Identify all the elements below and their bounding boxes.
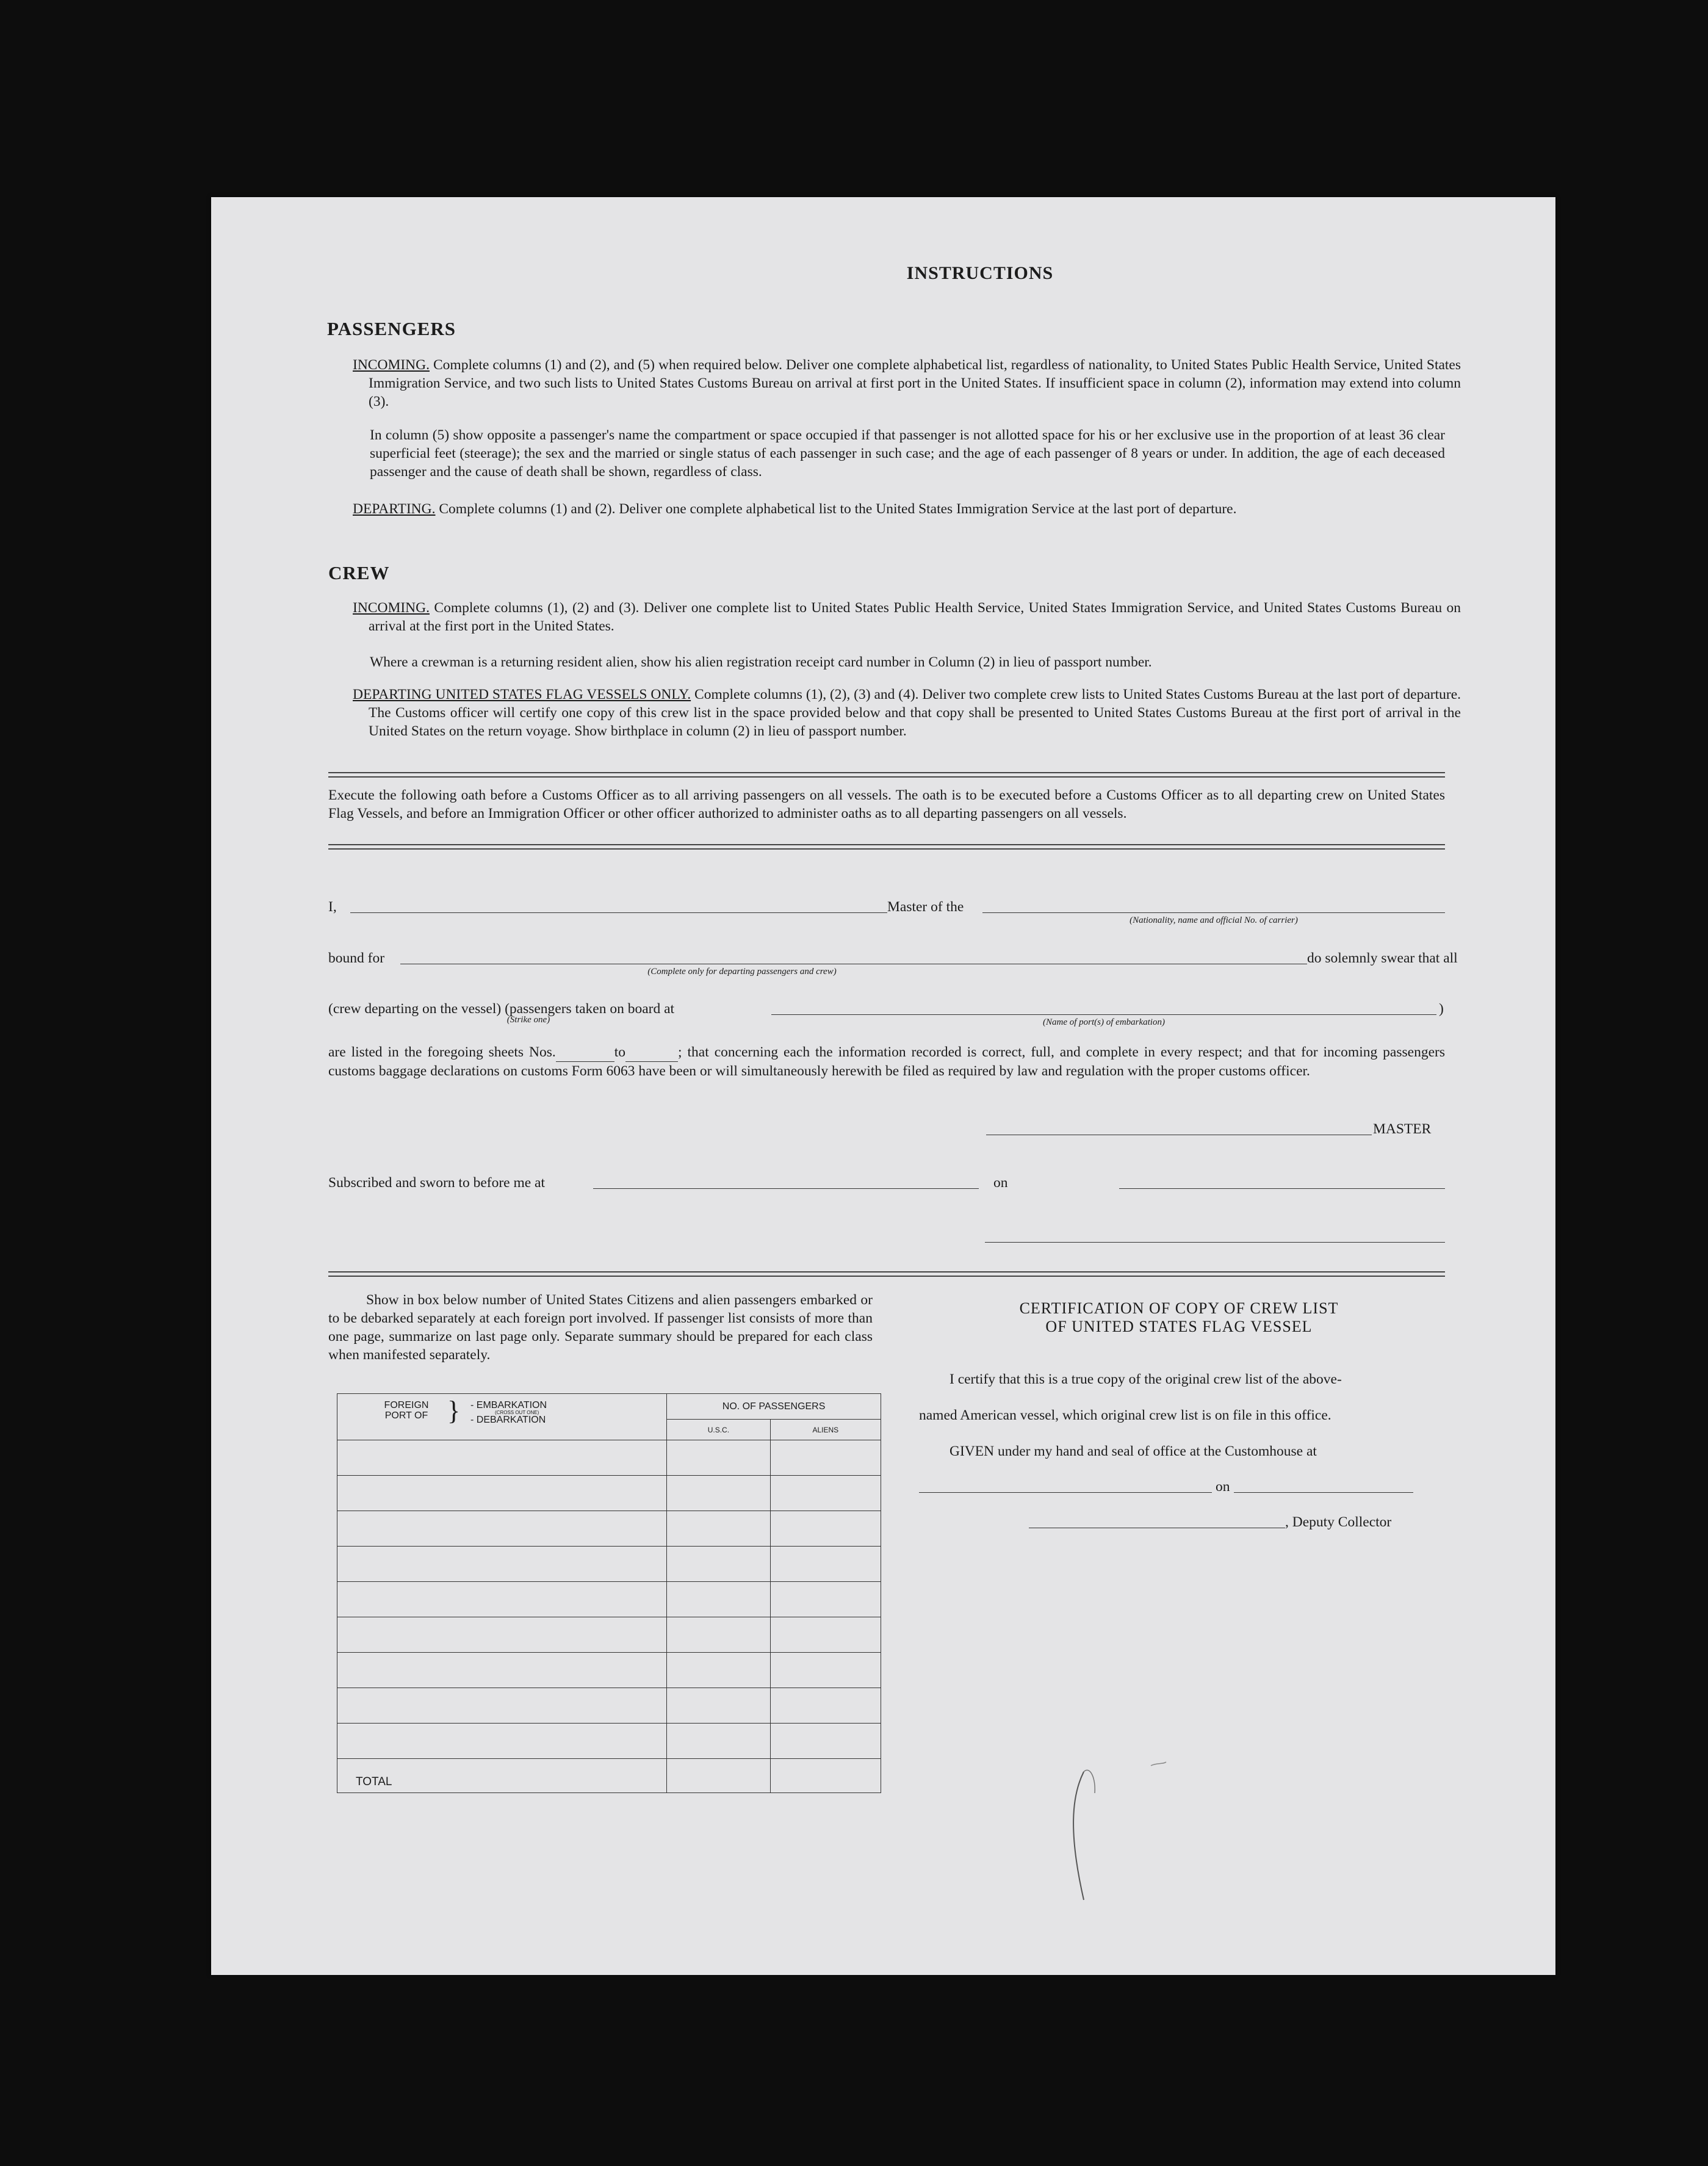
master-name-field[interactable] [350, 912, 887, 913]
oath-bound-for: bound for [328, 950, 385, 966]
crew-incoming-paragraph [353, 599, 1461, 635]
port-cell[interactable] [337, 1582, 667, 1617]
total-usc-cell[interactable] [667, 1759, 770, 1793]
cross-out-one-label: (CROSS OUT ONE) [495, 1410, 539, 1415]
total-label: TOTAL [337, 1759, 667, 1793]
certification-title-line1: CERTIFICATION OF COPY OF CREW LIST [1019, 1299, 1339, 1317]
passengers-incoming-text: Complete columns (1) and (2), and (5) when required below. Deliver one complete alphabetical list, regardless of nationality, to United States Public Health Service, United States Immigration Service, and two such lists to United States Customs Bureau on arrival at first port in the United States. If insufficient space in column (2), information may extend into column (3). [369, 357, 1461, 410]
port-cell[interactable] [337, 1476, 667, 1511]
crew-departing-label: DEPARTING UNITED STATES FLAG VESSELS ONLY. [353, 687, 691, 702]
aliens-header: ALIENS [770, 1420, 881, 1440]
oath-listed-to: to [614, 1044, 626, 1060]
master-label: MASTER [1373, 1121, 1432, 1137]
aliens-cell[interactable] [770, 1617, 881, 1653]
embarkation-label: - EMBARKATION [470, 1400, 547, 1410]
port-cell[interactable] [337, 1511, 667, 1547]
crew-resident-paragraph: Where a crewman is a returning resident alien, show his alien registration receipt card number in Column (2) in lieu of passport number. [370, 654, 1152, 670]
section-divider [328, 772, 1445, 778]
carrier-field[interactable] [982, 912, 1445, 913]
port-cell[interactable] [337, 1688, 667, 1724]
oath-listed-paragraph [328, 1043, 1445, 1080]
crew-heading: CREW [328, 562, 390, 583]
usc-cell[interactable] [667, 1617, 770, 1653]
certify-line-a: I certify that this is a true copy of the original crew list of the above- [949, 1371, 1342, 1387]
passengers-departing-label: DEPARTING. [353, 501, 436, 517]
passengers-incoming-paragraph [353, 356, 1461, 411]
oath-listed-b: ; that concerning each the information recorded is correct, full, and complete in every respect; and that for incoming passengers customs baggage declarations on customs Form 6063 have been or will simultaneously herewith be filed as required by law and regulation with the proper customs officer. [328, 1044, 1445, 1079]
crew-incoming-label: INCOMING. [353, 600, 430, 616]
oath-swear: do solemnly swear that all [1307, 950, 1458, 966]
usc-cell[interactable] [667, 1582, 770, 1617]
oath-crew-passengers: (crew departing on the vessel) (passengers taken on board at [328, 1001, 675, 1017]
usc-cell[interactable] [667, 1476, 770, 1511]
aliens-cell[interactable] [770, 1547, 881, 1582]
crew-departing-paragraph [353, 685, 1461, 740]
usc-header: U.S.C. [667, 1420, 770, 1440]
port-cell[interactable] [337, 1617, 667, 1653]
oath-instructions: Execute the following oath before a Customs Officer as to all arriving passengers on all vessels. The oath is to be executed before a Customs Officer as to all departing crew on United States Flag Vessels, and before an Immigration Officer or other officer authorized to administer oaths as to all departing passengers on all vessels. [328, 787, 1445, 821]
ports-hint: (Name of port(s) of embarkation) [1043, 1017, 1165, 1027]
officer-signature-field[interactable] [985, 1242, 1445, 1243]
oath-master-of: Master of the [887, 899, 964, 915]
sheet-to-field[interactable] [625, 1043, 678, 1062]
debarkation-label: - DEBARKATION [470, 1415, 546, 1425]
aliens-cell[interactable] [770, 1653, 881, 1688]
carrier-hint: (Nationality, name and official No. of carrier) [1130, 915, 1298, 925]
ports-field[interactable] [771, 1014, 1436, 1015]
usc-cell[interactable] [667, 1724, 770, 1759]
aliens-cell[interactable] [770, 1511, 881, 1547]
close-paren: ) [1439, 1001, 1444, 1017]
port-cell[interactable] [337, 1440, 667, 1476]
deputy-collector-label: , Deputy Collector [1285, 1514, 1392, 1530]
subscribed-label: Subscribed and sworn to before me at [328, 1175, 546, 1191]
given-line: GIVEN under my hand and seal of office at the Customhouse at [949, 1443, 1317, 1459]
passengers-column5-paragraph: In column (5) show opposite a passenger's name the compartment or space occupied if that passenger is not allotted space for his or her exclusive use in the proportion of at least 36 clear superficial feet (steerage); the sex and the married or single status of each passenger in such case; and the age of each passenger of 8 years or under. In addition, the age of each deceased passenger and the cause of death shall be shown, regardless of class. [370, 427, 1445, 480]
aliens-cell[interactable] [770, 1476, 881, 1511]
crew-incoming-text: Complete columns (1), (2) and (3). Deliver one complete list to United States Public Health Service, United States Immigration Service, and United States Customs Bureau on arrival at the first port in the United States. [369, 600, 1461, 634]
oath-listed-a: are listed in the foregoing sheets Nos. [328, 1044, 556, 1060]
pencil-mark-icon [1065, 1760, 1187, 1918]
sworn-date-field[interactable] [1119, 1188, 1445, 1189]
crew-departing-text: Complete columns (1), (2), (3) and (4). Deliver two complete crew lists to United States Customs Bureau at the last port of departure. The Customs officer will certify one copy of this crew list in the space provided below and that copy shall be presented to United States Customs Bureau at the first port of arrival in the United States on the return voyage. Show birthplace in column (2) in lieu of passport number. [369, 687, 1461, 739]
passengers-incoming-label: INCOMING. [353, 357, 430, 373]
passengers-departing-paragraph [353, 500, 1461, 518]
sworn-place-field[interactable] [593, 1188, 979, 1189]
certify-line-b: named American vessel, which original crew list is on file in this office. [919, 1407, 1331, 1423]
certification-title-line2: OF UNITED STATES FLAG VESSEL [1045, 1318, 1313, 1335]
port-cell[interactable] [337, 1547, 667, 1582]
usc-cell[interactable] [667, 1511, 770, 1547]
usc-cell[interactable] [667, 1547, 770, 1582]
port-cell[interactable] [337, 1653, 667, 1688]
page-title: INSTRUCTIONS [906, 263, 1054, 283]
foreign-port-of-label: FOREIGN PORT OF [384, 1400, 429, 1421]
usc-cell[interactable] [667, 1653, 770, 1688]
port-cell[interactable] [337, 1724, 667, 1759]
no-of-passengers-header: NO. OF PASSENGERS [667, 1394, 881, 1420]
passengers-departing-text: Complete columns (1) and (2). Deliver one complete alphabetical list to the United States Immigration Service at the last port of departure. [439, 501, 1237, 517]
summary-instructions: Show in box below number of United States Citizens and alien passengers embarked or to be debarked separately at each foreign port involved. If passenger list consists of more than one page, summarize on last page only. Separate summary should be prepared for each class when manifested separately. [328, 1292, 873, 1363]
bound-for-hint: (Complete only for departing passengers and crew) [647, 967, 837, 977]
section-divider [328, 1271, 1445, 1277]
sheet-from-field[interactable] [556, 1043, 614, 1062]
aliens-cell[interactable] [770, 1440, 881, 1476]
usc-cell[interactable] [667, 1440, 770, 1476]
foreign-port-header [337, 1394, 667, 1440]
passengers-heading: PASSENGERS [327, 318, 456, 339]
oath-i-label: I, [328, 899, 337, 915]
usc-cell[interactable] [667, 1688, 770, 1724]
sworn-on-label: on [993, 1175, 1008, 1191]
brace-glyph: } [447, 1396, 461, 1426]
form-page [211, 197, 1555, 1975]
embarkation-option[interactable] [470, 1401, 547, 1424]
aliens-cell[interactable] [770, 1582, 881, 1617]
section-divider [328, 844, 1445, 850]
cert-on-label: on [1212, 1478, 1234, 1496]
certification-title [913, 1299, 1445, 1336]
total-aliens-cell[interactable] [770, 1759, 881, 1793]
aliens-cell[interactable] [770, 1724, 881, 1759]
aliens-cell[interactable] [770, 1688, 881, 1724]
customhouse-field[interactable] [919, 1492, 1413, 1493]
strike-one-hint: (Strike one) [506, 1015, 550, 1025]
passenger-summary-table [337, 1393, 881, 1793]
